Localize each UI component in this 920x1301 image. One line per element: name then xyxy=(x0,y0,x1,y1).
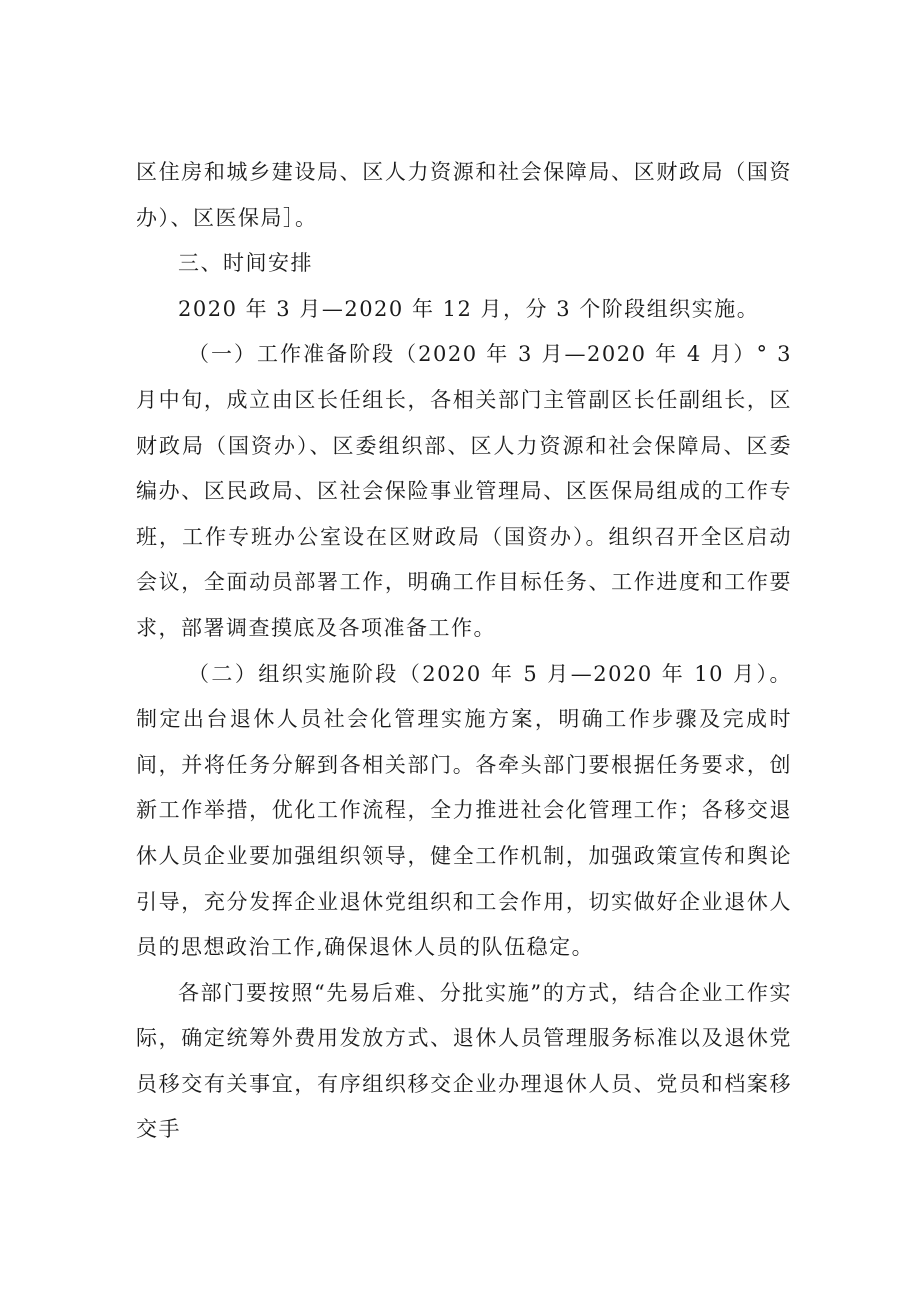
paragraph-overall-timeline: 2020 年 3 月—2020 年 12 月，分 3 个阶段组织实施。 xyxy=(178,296,760,321)
paragraph-implementation-stage: （二）组织实施阶段（2020 年 5 月—2020 年 10 月）。制定出台退休人员社会化管理实施方案，明确工作步骤及完成时间，并将任务分解到各相关部门。各牵头部门要根据任务要求，创新工作举措，优化工作流程，全力推进社会化管理工作；各移交退休人员企业要加强组织领导，健全工作机制，加强政策宣传和舆论引导，充分发挥企业退休党组织和工会作用，切实做好企业退休人员的思想政治工作,确保退休人员的队伍稳定。 xyxy=(136,661,792,960)
paragraph-department-requirements: 各部门要按照“先易后难、分批实施”的方式，结合企业工作实际，确定统筹外费用发放方式、退休人员管理服务标准以及退休党员移交有关事宜，有序组织移交企业办理退休人员、党员和档案移交手 xyxy=(136,980,792,1142)
document-body xyxy=(136,150,792,1153)
section-heading-schedule: 三、时间安排 xyxy=(178,251,313,276)
paragraph-continuation: 区住房和城乡建设局、区人力资源和社会保障局、区财政局（国资办）、区医保局］。 xyxy=(136,160,792,230)
paragraph-preparation-stage: （一）工作准备阶段（2020 年 3 月—2020 年 4 月）° 3 月中旬，成立由区长任组长，各相关部门主管副区长任副组长，区财政局（国资办）、区委组织部、区人力资源和社会保障局、区委编办、区民政局、区社会保险事业管理局、区医保局组成的工作专班，工作专班办公室设在区财政局（国资办）。组织召开全区启动会议，全面动员部署工作，明确工作目标任务、工作进度和工作要求，部署调查摸底及各项准备工作。 xyxy=(136,342,792,640)
